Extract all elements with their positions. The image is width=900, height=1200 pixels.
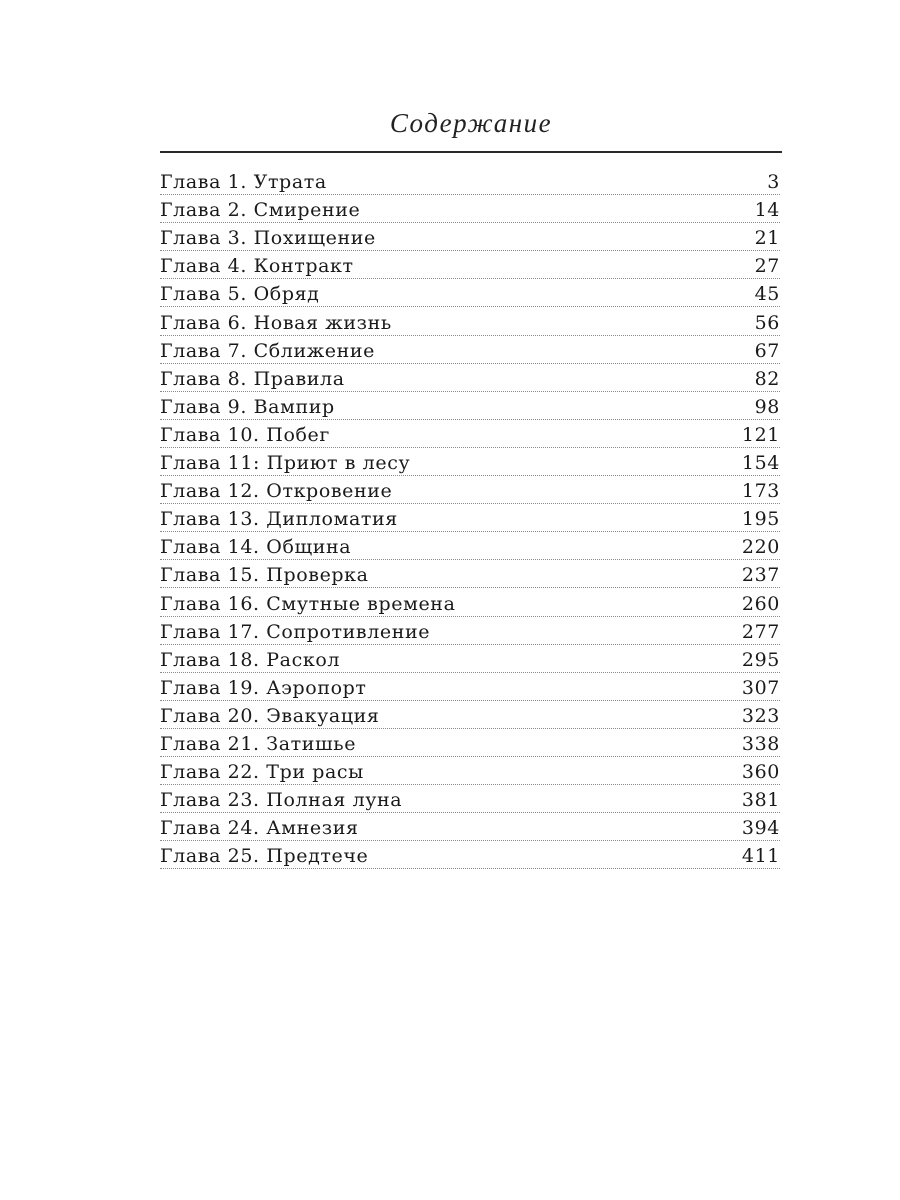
title-divider [160,151,782,153]
toc-entry [160,645,780,673]
toc-entry [160,392,780,420]
toc-page-number: 277 [741,620,780,643]
toc-page-number: 45 [754,283,780,306]
toc-page-number: 295 [741,648,780,671]
toc-entry [160,279,780,307]
toc-chapter-title: Глава 20. Эвакуация [160,704,380,727]
toc-chapter-title: Глава 7. Сближение [160,339,376,362]
toc-entry [160,757,780,785]
toc-chapter-title: Глава 12. Откровение [160,480,393,503]
toc-entry [160,195,780,223]
toc-page-number: 195 [741,508,780,531]
toc-page-number: 3 [767,171,780,194]
toc-entry [160,560,780,588]
toc-page-number: 27 [754,255,780,278]
toc-chapter-title: Глава 16. Смутные времена [160,592,456,615]
toc-chapter-title: Глава 3. Похищение [160,227,376,250]
toc-entry [160,617,780,645]
toc-chapter-title: Глава 15. Проверка [160,564,369,587]
toc-page-number: 220 [741,536,780,559]
toc-page-number: 154 [741,452,780,475]
toc-entry [160,504,780,532]
toc-page-number: 67 [754,339,780,362]
toc-chapter-title: Глава 17. Сопротивление [160,620,431,643]
toc-entry [160,785,780,813]
toc-entry [160,364,780,392]
toc-entry [160,336,780,364]
toc-page-number: 260 [741,592,780,615]
toc-page-number: 394 [741,817,780,840]
toc-chapter-title: Глава 11: Приют в лесу [160,452,411,475]
toc-chapter-title: Глава 19. Аэропорт [160,676,367,699]
toc-entry [160,673,780,701]
toc-page-number: 21 [754,227,780,250]
toc-chapter-title: Глава 21. Затишье [160,732,357,755]
toc-page-number: 82 [754,367,780,390]
toc-chapter-title: Глава 10. Побег [160,423,330,446]
toc-chapter-title: Глава 13. Дипломатия [160,508,398,531]
toc-entry [160,841,780,869]
toc-page-number: 338 [741,732,780,755]
toc-chapter-title: Глава 14. Община [160,536,352,559]
page-title: Содержание [389,108,553,138]
toc-page-number: 381 [741,789,780,812]
toc-chapter-title: Глава 23. Полная луна [160,789,403,812]
toc-entry [160,588,780,616]
toc-page-number: 56 [754,311,780,334]
toc-page-number: 173 [741,480,780,503]
toc-page-number: 237 [741,564,780,587]
toc-page-number: 323 [741,704,780,727]
toc-chapter-title: Глава 25. Предтече [160,845,369,868]
toc-entry [160,476,780,504]
toc-chapter-title: Глава 1. Утрата [160,171,327,194]
toc-chapter-title: Глава 2. Смирение [160,199,361,222]
toc-page-number: 121 [741,423,780,446]
toc-chapter-title: Глава 24. Амнезия [160,817,359,840]
toc-entry [160,420,780,448]
toc-chapter-title: Глава 9. Вампир [160,395,335,418]
toc-chapter-title: Глава 22. Три расы [160,761,364,784]
table-of-contents [160,167,780,869]
toc-entry [160,448,780,476]
toc-page-number: 411 [741,845,780,868]
toc-chapter-title: Глава 18. Раскол [160,648,341,671]
toc-entry [160,532,780,560]
toc-chapter-title: Глава 6. Новая жизнь [160,311,392,334]
toc-page-number: 360 [741,761,780,784]
toc-entry [160,307,780,335]
toc-entry [160,223,780,251]
toc-page-number: 98 [754,395,780,418]
toc-page-number: 14 [754,199,780,222]
toc-page-number: 307 [741,676,780,699]
toc-entry [160,813,780,841]
toc-chapter-title: Глава 4. Контракт [160,255,354,278]
toc-entry [160,167,780,195]
toc-entry [160,251,780,279]
toc-chapter-title: Глава 8. Правила [160,367,345,390]
toc-chapter-title: Глава 5. Обряд [160,283,320,306]
toc-entry [160,701,780,729]
toc-entry [160,729,780,757]
